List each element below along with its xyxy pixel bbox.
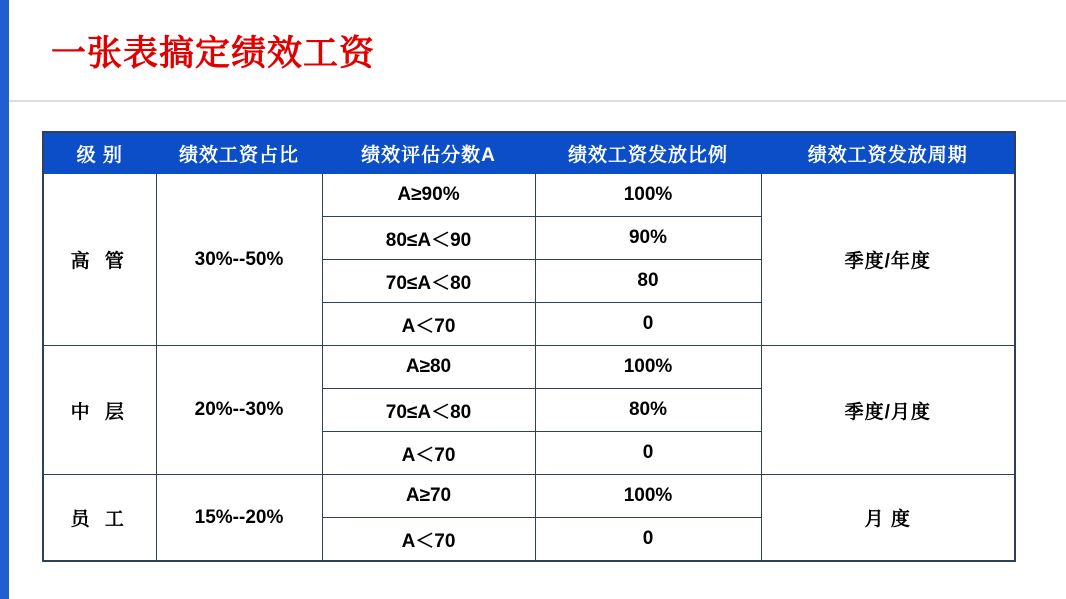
header-ratio: 绩效工资占比 — [156, 132, 322, 174]
performance-table — [42, 131, 1016, 562]
header-level: 级 别 — [43, 132, 156, 174]
level-cell-2: 员 工 — [43, 475, 156, 562]
header-score: 绩效评估分数A — [322, 132, 535, 174]
header-cycle: 绩效工资发放周期 — [761, 132, 1015, 174]
pay-cell-1-2: 0 — [535, 432, 761, 475]
cycle-cell-2: 月 度 — [761, 475, 1015, 562]
score-cell-1-0: A≥80 — [322, 346, 535, 389]
pay-cell-1-0: 100% — [535, 346, 761, 389]
score-cell-1-2: A＜70 — [322, 432, 535, 475]
score-cell-0-1: 80≤A＜90 — [322, 217, 535, 260]
table-header-row — [43, 132, 1015, 174]
slide-canvas — [9, 0, 1066, 599]
table-row — [43, 475, 1015, 518]
level-cell-1: 中 层 — [43, 346, 156, 475]
header-pay-rate: 绩效工资发放比例 — [535, 132, 761, 174]
pay-cell-0-1: 90% — [535, 217, 761, 260]
pay-cell-0-0: 100% — [535, 174, 761, 217]
table-row — [43, 346, 1015, 389]
score-cell-0-2: 70≤A＜80 — [322, 260, 535, 303]
page-title: 一张表搞定绩效工资 — [51, 34, 376, 73]
score-cell-1-1: 70≤A＜80 — [322, 389, 535, 432]
pay-cell-0-3: 0 — [535, 303, 761, 346]
score-cell-0-3: A＜70 — [322, 303, 535, 346]
pay-cell-1-1: 80% — [535, 389, 761, 432]
score-cell-0-0: A≥90% — [322, 174, 535, 217]
score-cell-2-0: A≥70 — [322, 475, 535, 518]
cycle-cell-1: 季度/月度 — [761, 346, 1015, 475]
title-divider — [9, 100, 1066, 102]
left-accent-bar — [0, 0, 9, 599]
pay-cell-2-1: 0 — [535, 518, 761, 562]
performance-table-container — [42, 131, 1014, 562]
score-cell-2-1: A＜70 — [322, 518, 535, 562]
pay-cell-2-0: 100% — [535, 475, 761, 518]
table-row — [43, 174, 1015, 217]
pay-cell-0-2: 80 — [535, 260, 761, 303]
level-cell-0: 高 管 — [43, 174, 156, 346]
ratio-cell-0: 30%--50% — [156, 174, 322, 346]
ratio-cell-1: 20%--30% — [156, 346, 322, 475]
ratio-cell-2: 15%--20% — [156, 475, 322, 562]
cycle-cell-0: 季度/年度 — [761, 174, 1015, 346]
